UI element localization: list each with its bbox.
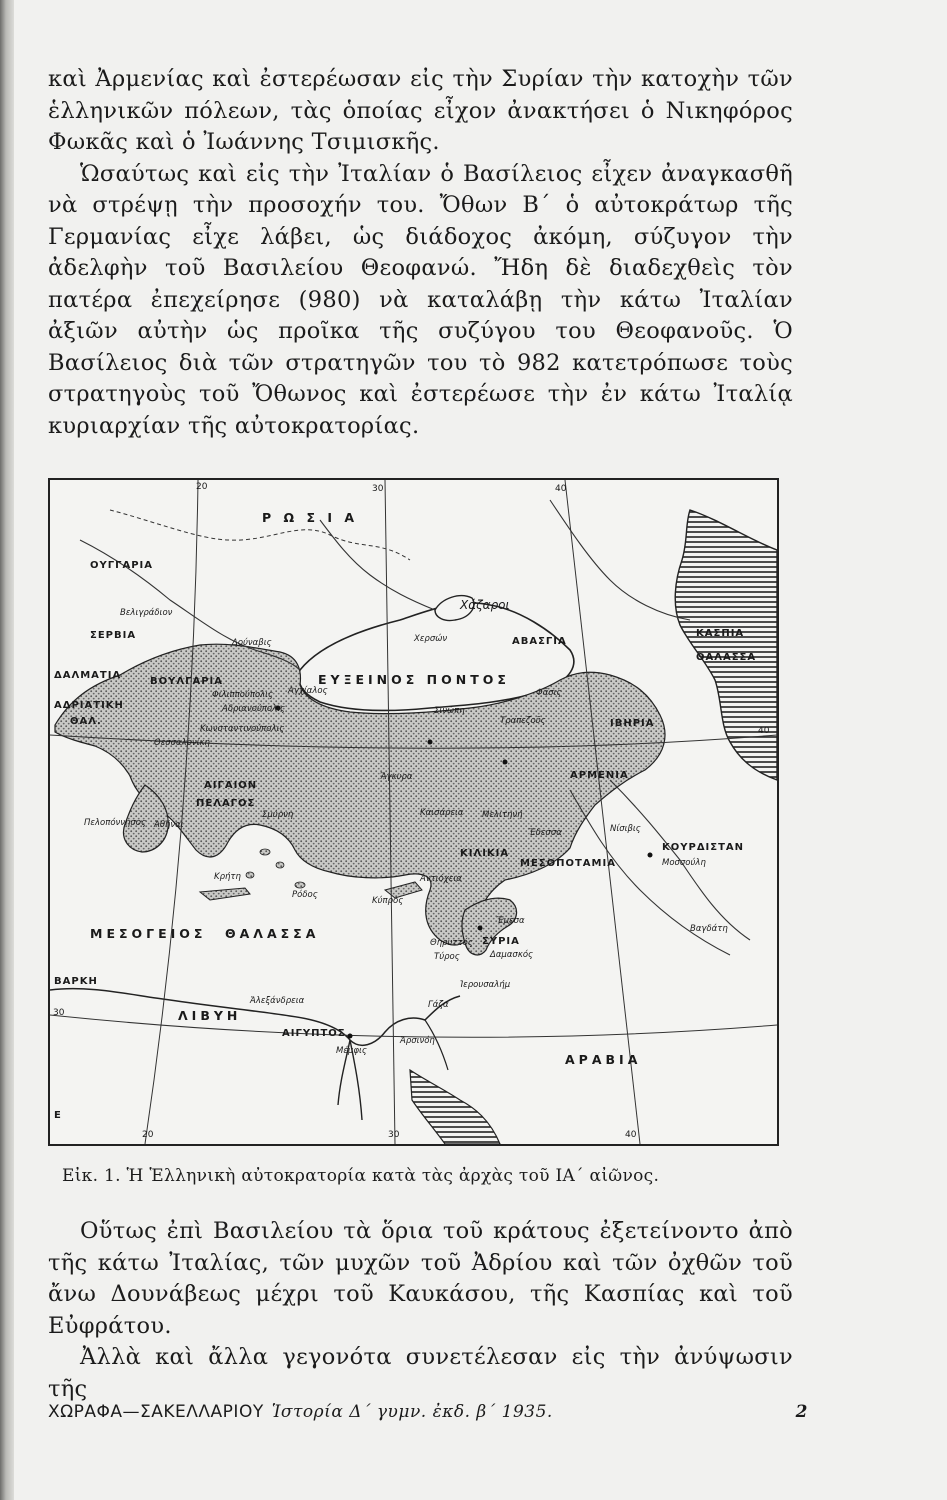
dnieper-river [320,520,435,610]
bottom-paragraph [48,1216,793,1405]
label-bulgaria: ΒΟΥΛΓΑΡΙΑ [150,676,224,687]
label-syria: ΣΥΡΙΑ [482,936,520,947]
place-crete: Κρήτη [214,872,241,882]
city-dot [648,853,653,858]
label-hungary: ΟΥΓΓΑΡΙΑ [90,560,154,571]
place-damascus: Δαμασκός [490,950,534,960]
city-dot [478,926,483,931]
russia-border [110,510,410,560]
paragraph-continuation: καὶ Ἀρμενίας καὶ ἐστερέωσαν εἰς τὴν Συρίαν τὴν κατοχὴν τῶν ἑλληνικῶν πόλεων, τὰς ὁποίας εἶχον ἀνακτήσει ὁ Νικηφόρος Φωκᾶς καὶ ὁ Ἰωάννης Τσιμισκῆς. [48,66,793,155]
place-anchialos: Αγχίαλος [288,686,328,696]
place-arsinoe: Ἀρσινόη [400,1036,435,1046]
place-emesa: Ἔμεσα [496,916,525,926]
paragraph-italy: Ὡσαύτως καὶ εἰς τὴν Ἰταλίαν ὁ Βασίλειος εἶχεν ἀναγκασθῆ νὰ στρέψῃ τὴν προσοχήν του. Ὄθων Β΄ ὁ αὐτοκράτωρ τῆς Γερμανίας εἶχε λάβει, ὡς διάδοχος ἀκόμη, σύζυγον τὴν ἀδελφὴν τοῦ Βασιλείου Θεοφανώ. Ἤδη δὲ διαδεχθεὶς τὸν πατέρα ἐπεχείρησε (980) νὰ καταλάβῃ τὴν κάτω Ἰταλίαν ἀξιῶν αὐτὴν ὡς προῖκα τῆς συζύγου του Θεοφανοῦς. Ὁ Βασίλειος διὰ τῶν στρατηγῶν του τὸ 982 κατετρόπωσε τοὺς στρατηγοὺς τοῦ Ὄθωνος καὶ ἐστερέωσε τὴν ἐν κάτω Ἰταλίᾳ κυριαρχίαν τῆς αὐτοκρατορίας. [48,160,793,439]
place-jerusalem: Ἱερουσαλήμ [460,980,511,990]
label-mesopotamia: ΜΕΣΟΠΟΤΑΜΙΑ [520,858,616,869]
city-dot [348,1034,353,1039]
label-arabia: ΑΡΑΒΙΑ [565,1052,642,1067]
page-footer [48,1402,808,1428]
place-baghdad: Βαγδάτη [690,924,728,934]
place-tyre: Τύρος [434,952,460,962]
tick-side-30: 30 [53,1008,65,1018]
label-dalmatia: ΔΑΛΜΑΤΙΑ [54,670,122,681]
place-constantinople: Κωνσταντινούπολις [200,724,285,734]
place-belgrade: Βελιγράδιον [120,608,173,618]
label-iberia: ΙΒΗΡΙΑ [610,718,655,729]
red-sea [410,1070,500,1144]
corner-label: E [54,1110,62,1121]
place-athens: Ἀθῆναι [154,820,184,830]
place-phasis: Φᾶσις [536,688,562,698]
place-kaisareia: Καισάρεια [420,808,464,818]
label-aegean: ΑΙΓΑΙΟΝ [204,780,258,791]
place-ankyra: Ἄγκυρα [380,772,413,782]
place-adrianople: Αδριανούπολις [222,704,285,714]
place-cherson: Χερσών [414,634,448,644]
aegean-island [246,872,254,878]
figure-caption: Εἰκ. 1. Ἡ Ἑλληνικὴ αὐτοκρατορία κατὰ τὰς ἀρχὰς τοῦ ΙΑ΄ αἰῶνος. [62,1166,660,1186]
byzantine-empire-map [48,478,779,1146]
place-smyrna: Σμύρνη [262,810,294,820]
label-adriatic: ΑΔΡΙΑΤΙΚΗ [54,700,124,711]
aegean-island [260,849,270,855]
place-nisibis: Νίσιβις [610,824,641,834]
place-mosul: Μοσσούλη [662,858,706,868]
label-mediterranean: ΜΕΣΟΓΕΙΟΣ [90,926,207,941]
tick-top-40: 40 [555,484,567,494]
tick-top-20: 20 [196,482,208,492]
paragraph-next: Ἀλλὰ καὶ ἄλλα γεγονότα συνετέλεσαν εἰς τὴν ἀνύψωσιν τῆς [48,1344,793,1402]
footer-authors: ΧΩΡΑΦΑ—ΣΑΚΕΛΛΑΡΙΟΥ [48,1402,264,1422]
label-khazars: Χάζαροι [460,598,510,612]
place-philippopolis: Φιλιππούπολις [212,690,274,700]
tick-bottom-20: 20 [142,1130,154,1140]
place-memphis: Μέμφις [336,1046,367,1056]
label-black-sea: ΕΥΞΕΙΝΟΣ ΠΟΝΤΟΣ [318,672,510,687]
top-paragraph [48,64,793,442]
label-serbia: ΣΕΡΒΙΑ [90,630,137,641]
city-dot [428,740,433,745]
place-sinope: Σινώπη [434,706,465,716]
label-caspian: ΚΑΣΠΙΑ [696,628,745,639]
label-egypt: ΑΙΓΥΠΤΟΣ [282,1028,346,1039]
tick-top-30: 30 [372,484,384,494]
label-libya: ΛΙΒΥΗ [178,1008,242,1023]
tick-bottom-30: 30 [388,1130,400,1140]
footer-book-title: Ἱστορία Δ΄ γυμν. ἐκδ. β΄ 1935. [271,1402,553,1422]
book-binding-shadow [0,0,14,1500]
place-trebizond: Τραπεζοῦς [500,716,546,726]
place-rhodes: Ρόδος [292,890,318,900]
place-danube: Δούναβις [232,638,272,648]
paragraph-borders: Οὕτως ἐπὶ Βασιλείου τὰ ὅρια τοῦ κράτους ἐξετείνοντο ἀπὸ τῆς κάτω Ἰταλίας, τῶν μυχῶν τοῦ Ἀδρίου καὶ τῶν ὀχθῶν τοῦ ἄνω Δουνάβεως μέχρι τοῦ Καυκάσου, τῆς Κασπίας καὶ τοῦ Εὐφράτου. [48,1218,793,1339]
place-berytus: Θηρυττός [430,938,473,948]
place-edessa: Ἔδεσσα [528,828,562,838]
label-caspian-sea: ΘΑΛΑΣΣΑ [696,652,757,663]
label-adriatic-sea: ΘΑΛ. [70,716,102,727]
don-volga-rivers [550,500,690,620]
footer-signature [48,1402,553,1422]
label-mediterranean-sea: ΘΑΛΑΣΣΑ [225,926,320,941]
label-kurdistan: ΚΟΥΡΔΙΣΤΑΝ [662,842,745,853]
label-abasgia: ΑΒΑΣΓΙΑ [512,636,567,647]
tick-bottom-40: 40 [625,1130,637,1140]
page-number: 2 [795,1402,808,1422]
city-dot [503,760,508,765]
rhodes-island [295,882,305,888]
label-cilicia: ΚΙΛΙΚΙΑ [460,848,510,859]
caspian-sea [675,510,777,780]
crete-island [200,888,250,900]
label-barke: ΒΑΡΚΗ [54,976,98,987]
place-cyprus: Κύπρος [372,896,404,906]
place-gaza: Γάζα [428,1000,449,1010]
place-melitene: Μελιτηνή [482,810,523,820]
place-alexandria: Ἀλεξάνδρεια [250,996,305,1006]
label-russia: Ρ Ω Σ Ι Α [262,510,359,525]
aegean-island [276,862,284,868]
place-antioch: Ἀντιόχεια [420,874,462,884]
place-peloponnese: Πελοπόννησος [84,818,146,828]
tick-side-40: 40 [758,726,770,736]
place-thessalonike: Θεσσαλονίκη [154,738,210,748]
label-armenia: ΑΡΜΕΝΙΑ [570,770,629,781]
label-aegean-sea: ΠΕΛΑΓΟΣ [196,798,256,809]
